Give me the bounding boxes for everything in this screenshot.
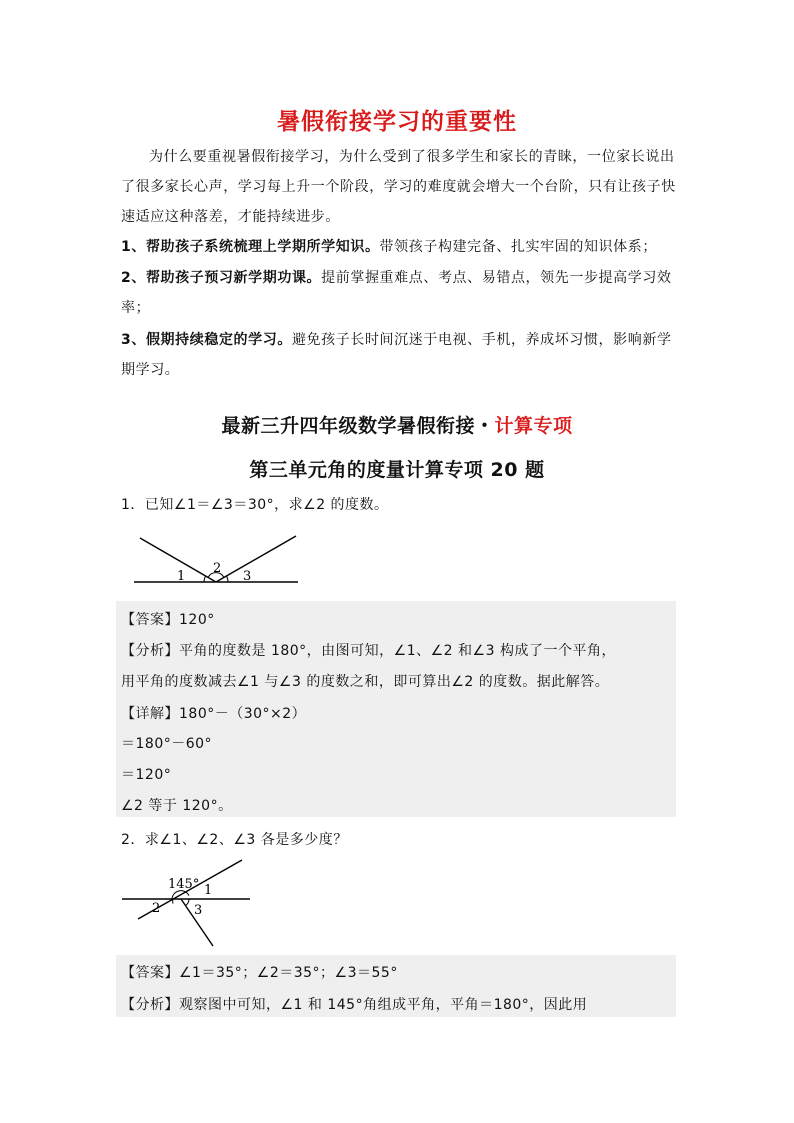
q1-arc-1 (204, 576, 206, 582)
q1-conclusion: ∠2 等于 120°。 (121, 798, 233, 814)
intro-point-1 (121, 232, 681, 262)
q1-arc-3 (227, 576, 229, 582)
point-2-heading: 2、帮助孩子预习新学期功课。 (121, 270, 322, 286)
section-subtitle: 第三单元角的度量计算专项 20 题 (249, 459, 545, 481)
intro-point-3 (121, 325, 681, 385)
q2-angle-figure (118, 858, 258, 948)
page-title: 暑假衔接学习的重要性 (277, 109, 517, 135)
q2-arc-3 (186, 899, 190, 906)
q1-step-1: ＝180°－60° (121, 736, 213, 752)
q1-answer: 【答案】120° (121, 612, 215, 628)
point-1-heading: 1、帮助孩子系统梳理上学期所学知识。 (121, 239, 380, 255)
intro-point-2 (121, 263, 681, 323)
section-title-black: 最新三升四年级数学暑假衔接・ (221, 415, 495, 437)
intro-paragraph: 为什么要重视暑假衔接学习，为什么受到了很多学生和家长的青睐，一位家长说出了很多家长心声，学习每上升一个阶段，学习的难度就会增大一个台阶，只有让孩子快速适应这种落差，才能持续进步。 (121, 149, 676, 225)
q1-analysis-line-2: 用平角的度数减去∠1 与∠3 的度数之和，即可算出∠2 的度数。据此解答。 (121, 674, 610, 690)
q2-label-1: 1 (204, 883, 213, 898)
point-3-text: 避免孩子长时间沉迷于电视、手机，养成坏习惯，影响新学期学习。 (121, 332, 672, 378)
point-3-heading: 3、假期持续稳定的学习。 (121, 332, 292, 348)
q2-analysis: 【分析】观察图中可知，∠1 和 145°角组成平角，平角＝180°，因此用 (121, 997, 588, 1013)
point-2-text: 提前掌握重难点、考点、易错点，领先一步提高学习效率； (121, 270, 672, 316)
q1-label-2: 2 (213, 561, 222, 576)
q2-question: 2．求∠1、∠2、∠3 各是多少度？ (121, 832, 348, 848)
q1-label-1: 1 (177, 569, 186, 584)
q2-label-2: 2 (152, 901, 161, 916)
point-1-text: 带领孩子构建完备、扎实牢固的知识体系； (379, 239, 657, 255)
q1-label-3: 3 (243, 569, 252, 584)
section-title-red: 计算专项 (494, 415, 573, 437)
q1-question: 1．已知∠1＝∠3＝30°，求∠2 的度数。 (121, 497, 389, 513)
section-title (0, 411, 794, 438)
q2-answer: 【答案】∠1＝35°；∠2＝35°；∠3＝55° (121, 965, 398, 981)
q2-label-145: 145° (168, 877, 200, 892)
q1-right-ray (216, 536, 296, 582)
q1-detail: 【详解】180°－（30°×2） (121, 706, 307, 722)
q2-label-3: 3 (194, 903, 203, 918)
q1-angle-figure (132, 530, 302, 586)
q1-analysis-line-1: 【分析】平角的度数是 180°，由图可知，∠1、∠2 和∠3 构成了一个平角， (121, 643, 616, 659)
q1-step-2: ＝120° (121, 767, 172, 783)
